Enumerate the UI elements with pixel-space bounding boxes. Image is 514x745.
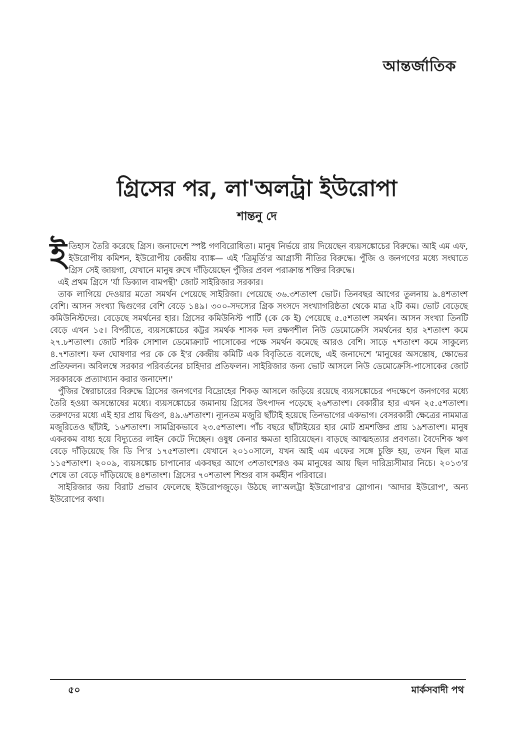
paragraph-text: তিহাস তৈরি করেছে গ্রিস। জনাদেশে স্পষ্ট গণবিরোধিতা। মানুষ নির্ভয়ে রায় দিয়েছেন ব্যয়সঙ্কোচের বিরুদ্ধে। আই এম এফ, ইউরোপীয় কমিশন, ইউরোপীয় কেন্দ্রীয় ব্যাঙ্ক— এই 'ত্রিমূর্তি'র আগ্রাসী নীতির বিরুদ্ধে। পুঁজি ও জনগণের মধ্যে সংঘাতে গ্রিস সেই জায়গা, যেখানে মানুষ রুখে দাঁড়িয়েছেন পুঁজির প্রবল পরাক্রান্ত শক্তির বিরুদ্ধে। bbox=[68, 241, 468, 276]
article-body bbox=[50, 235, 468, 505]
paragraph: পুঁজির স্বৈরাচারের বিরুদ্ধে গ্রিসের জনগণের বিদ্রোহের শিকড় আসলে জড়িয়ে রয়েছে ব্যয়সঙ্কোচের পদক্ষেপে জনগণের মধ্যে তৈরি হওয়া অসন্তোষের মধ্যে। ব্যয়সঙ্কোচের জমানায় গ্রিসের উৎপাদন পড়েছে ২৬শতাংশ। বেকারীর হার এখন ২৫.৫শতাংশ। তরুণদের মধ্যে এই হার প্রায় দ্বিগুণ, ৪৯.৬শতাংশ। ন্যূনতম মজুরি ছাঁটাই হয়েছে তিনভাগের একভাগ। বেসরকারী ক্ষেত্রের নামমাত্র মজুরিতেও ছাঁটাই, ১৬শতাংশ। সামগ্রিকভাবে ২৩.৫শতাংশ। পাঁচ বছরে ছাঁটাইয়ের হার মোট শ্রমশক্তির প্রায় ১৯শতাংশ। মানুষ একরকম বাধ্য হয়ে বিদ্যুতের লাইন কেটে দিচ্ছেন। ওষুধ কেনার ক্ষমতা হারিয়েছেন। বাড়ছে আত্মহত্যার প্রবণতা। বৈদেশিক ঋণ বেড়ে দাঁড়িয়েছে জি ডি পি'র ১৭৫শতাংশ। যেখানে ২০১০সালে, যখন আই এম এফের সঙ্গে চুক্তি হয়, তখন ছিল মাত্র ১১৫শতাংশ। ২০০৯, ব্যয়সঙ্কোচ চাপানোর একবছর আগে ৩শতাংশেরও কম মানুষের আয় ছিল দারিদ্র্যসীমার নিচে। ২০১৩'র শেষে তা বেড়ে দাঁড়িয়েছে ৪৪শতাংশ। গ্রিসের ৭০শতাংশ শিশুর বাস কর্মহীন পরিবারে। bbox=[50, 385, 468, 480]
paragraph: এই প্রথম গ্রিসে 'র্যা ডিক্যাল বামপন্থী' জোট সাইরিজার সরকার। bbox=[58, 277, 264, 288]
footer-divider bbox=[50, 679, 466, 680]
article-author: শান্তনু দে bbox=[237, 209, 277, 223]
journal-name: মার্কসবাদী পথ bbox=[411, 685, 464, 696]
paragraph: তাক লাগিয়ে দেওয়ার মতো সমর্থন পেয়েছে সাইরিজা। পেয়েছে ৩৬.৩শতাংশ ভোট। তিনবছর আগের তুলনায় ৯.৪শতাংশ বেশি। আসন সংখ্যা দ্বিগুণের বেশি বেড়ে ১৪৯। ৩০০-সদস্যের গ্রিক সংসদে সংখ্যাগরিষ্ঠতা থেকে মাত্র ২টি কম। ভোট বেড়েছে কমিউনিস্টদের। বেড়েছে সমর্থনের হার। গ্রিসের কমিউনিস্ট পার্টি (কে কে ই) পেয়েছে ৫.৫শতাংশ সমর্থন। আসন সংখ্যা তিনটি বেড়ে এখন ১৫। বিপরীতে, ব্যয়সঙ্কোচের কট্টর সমর্থক শাসক দল রক্ষণশীল নিউ ডেমোক্রেসি সমর্থনের হার ২শতাংশ কমে ২৭.৮শতাংশ। জোট শরিক সোশাল ডেমোক্র্যাট পাসোকের পক্ষে সমর্থন কমেছে আরও বেশি। সাড়ে ৭শতাংশ কমে সাকুল্যে ৪.৭শতাংশ। ফল ঘোষণার পর কে কে ই'র কেন্দ্রীয় কমিটি এক বিবৃতিতে বলেছে, এই জনাদেশে 'মানুষের অসন্তোষ, ক্ষোভের প্রতিফলন। অবিলম্বে সরকার পরিবর্তনের চাহিদার প্রতিফলন। সাইরিজার জন্য ভোট আসলে নিউ ডেমোক্রেসি-পাসোকের জোট সরকারকে প্রত্যাখ্যান করার জনাদেশ।' bbox=[50, 289, 468, 384]
paragraph: সাইরিজার জয় বিরাট প্রভাব ফেলেছে ইউরোপজুড়ে। উঠছে লা'অলট্রা ইউরোপার'র স্লোগান। 'আদার ইউরোপ', অন্য ইউরোপের কথা। bbox=[50, 481, 468, 504]
drop-cap: ই bbox=[50, 235, 67, 273]
section-label: আন্তর্জাতিক bbox=[382, 57, 456, 75]
page-number: ৫০ bbox=[68, 685, 81, 696]
article-title: গ্রিসের পর, লা'অলট্রা ইউরোপা bbox=[116, 176, 398, 202]
paragraph bbox=[50, 235, 468, 276]
